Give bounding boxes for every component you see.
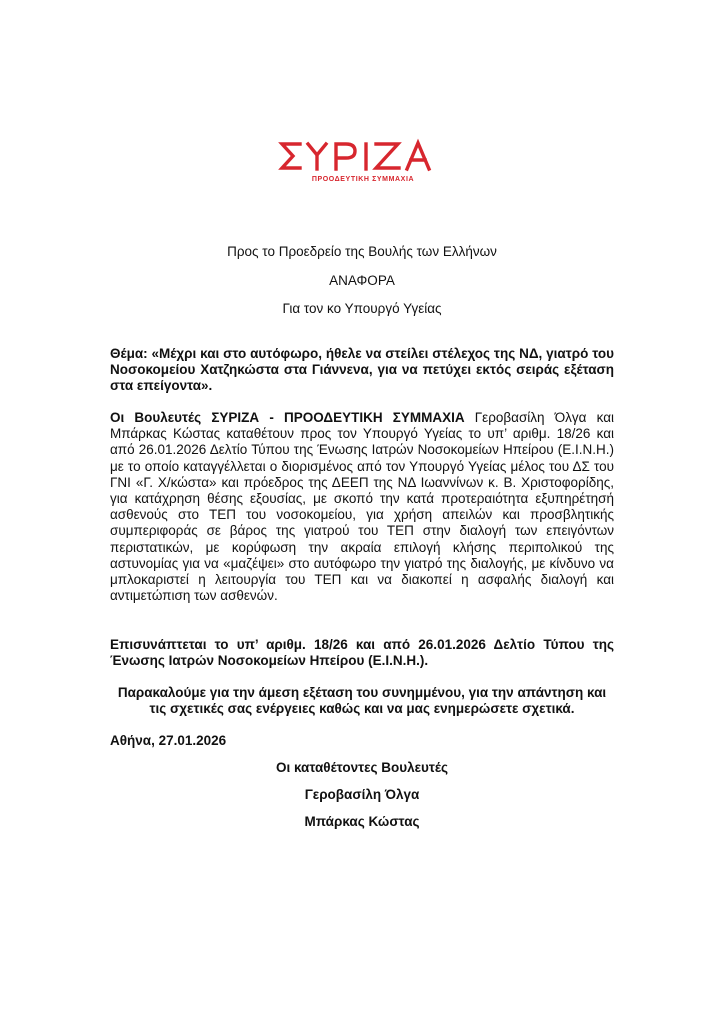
recipient-line: Προς το Προεδρείο της Βουλής των Ελλήνων — [227, 244, 497, 259]
logo-subtitle: ΠΡΟΟΔΕΥΤΙΚΗ ΣΥΜΜΑΧΙΑ — [311, 176, 415, 183]
signatory-name: Γεροβασίλη Όλγα — [304, 787, 420, 802]
subject-paragraph: Θέμα: «Μέχρι και στο αυτόφωρο, ήθελε να στείλει στέλεχος της ΝΔ, γιατρό του Νοσοκομείου Χατζηκώστα στα Γιάννενα, για να πετύχει εκτός σειράς εξέταση στα επείγοντα». — [110, 346, 614, 394]
body-text: Γεροβασίλη Όλγα και Μπάρκας Κώστας καταθέτουν προς τον Υπουργό Υγείας το υπ’ αριθμ. 18/26 και από 26.01.2026 Δελτίο Τύπου της Ένωσης Ιατρών Νοσοκομείων Ηπείρου (Ε.Ι.Ν.Η.) με το οποίο καταγγέλλεται ο διορισμένος από τον Υπουργό Υγείας μέλος του ΔΣ του ΓΝΙ «Γ. Χ/κώστα» και πρόεδρος της ΔΕΕΠ της ΝΔ Ιωαννίνων κ. Β. Χριστοφορίδης, για κατάχρηση θέσης εξουσίας, με σκοπό την κατά προτεραιότητα εξυπηρέτησή ασθενούς στο ΤΕΠ του νοσοκομείου, για χρήση απειλών και προσβλητικής συμπεριφοράς σε βάρος της γιατρού του ΤΕΠ στην διαλογή των επειγόντων περιστατικών, με κορύφωση την ακραία επιλογή κλήσης περιπολικού της αστυνομίας για να «μαζέψει» στο αυτόφωρο την γιατρό της διαλογής, με κίνδυνο να μπλοκαριστεί η λειτουργία του ΤΕΠ και να διακοπεί η ασφαλής διαλογή και αντιμετώπιση των ασθενών. — [110, 410, 615, 604]
request-paragraph: Παρακαλούμε για την άμεση εξέταση του συνημμένου, για την απάντηση και τις σχετικές σας ενέργειες καθώς και να μας ενημερώσετε σχετικά. — [117, 685, 607, 717]
addressee-line: Για τον κο Υπουργό Υγείας — [282, 301, 442, 316]
signatory-name: Μπάρκας Κώστας — [304, 814, 420, 829]
body-paragraph — [110, 410, 614, 604]
place-date: Αθήνα, 27.01.2026 — [110, 733, 227, 748]
attachment-paragraph: Επισυνάπτεται το υπ’ αριθμ. 18/26 και από 26.01.2026 Δελτίο Τύπου της Ένωσης Ιατρών Νοσοκομείων Ηπείρου (Ε.Ι.Ν.Η.). — [110, 637, 614, 669]
syriza-wordmark-logo — [278, 138, 448, 174]
document-type-title: ΑΝΑΦΟΡΑ — [329, 273, 395, 288]
signatories-title: Οι καταθέτοντες Βουλευτές — [275, 760, 449, 775]
body-lead: Οι Βουλευτές ΣΥΡΙΖΑ - ΠΡΟΟΔΕΥΤΙΚΗ ΣΥΜΜΑΧΙΑ — [110, 410, 465, 425]
party-logo — [278, 138, 448, 188]
